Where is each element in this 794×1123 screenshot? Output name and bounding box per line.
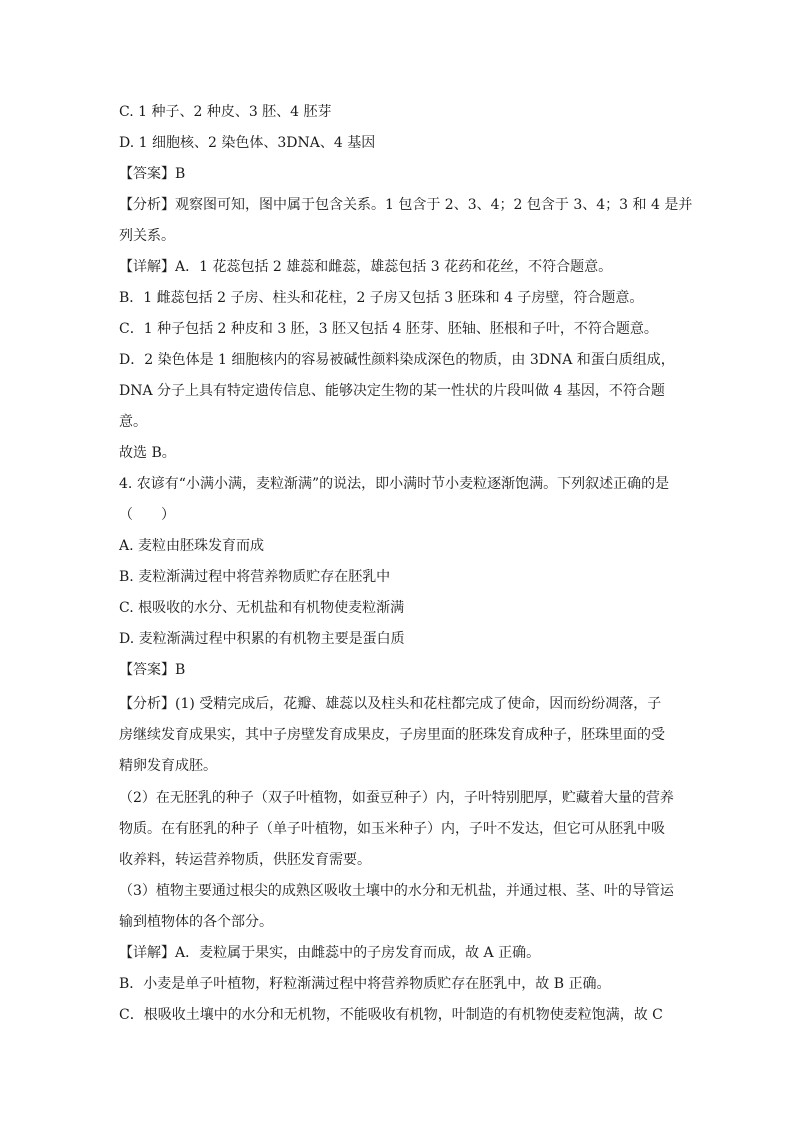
analysis-line: 列关系。 xyxy=(119,228,175,244)
option-d-line: D. 麦粒渐满过程中积累的有机物主要是蛋白质 xyxy=(119,631,405,647)
analysis-line: 收养料，转运营养物质，供胚发育需要。 xyxy=(119,852,371,868)
option-b-line: B. 麦粒渐满过程中将营养物质贮存在胚乳中 xyxy=(119,569,391,585)
explanation-line: B．小麦是单子叶植物，籽粒渐满过程中将营养物质贮存在胚乳中，故 B 正确。 xyxy=(119,976,611,992)
question-bracket: （ ） xyxy=(119,507,175,523)
explanation-line: 【详解】A．麦粒属于果实，由雌蕊中的子房发育而成，故 A 正确。 xyxy=(119,945,541,961)
explanation-line: C．1 种子包括 2 种皮和 3 胚，3 胚又包括 4 胚芽、胚轴、胚根和子叶，不符合题意。 xyxy=(119,321,658,337)
analysis-line: （2）在无胚乳的种子（双子叶植物，如蚕豆种子）内，子叶特别肥厚，贮藏着大量的营养 xyxy=(119,790,674,806)
conclusion-line: 故选 B。 xyxy=(119,445,176,461)
explanation-line: 意。 xyxy=(119,414,147,430)
option-a-line: A. 麦粒由胚珠发育而成 xyxy=(119,538,265,554)
analysis-line: 输到植物体的各个部分。 xyxy=(119,914,273,930)
option-c-line: C. 1 种子、2 种皮、3 胚、4 胚芽 xyxy=(119,104,332,120)
question-line: 4. 农谚有“小满小满，麦粒渐满”的说法，即小满时节小麦粒逐渐饱满。下列叙述正确的是 xyxy=(119,476,670,492)
analysis-line: 房继续发育成果实，其中子房壁发育成果皮，子房里面的胚珠发育成种子，胚珠里面的受 xyxy=(119,727,665,743)
analysis-line: 精卵发育成胚。 xyxy=(119,758,217,774)
answer-line: 【答案】B xyxy=(119,662,186,678)
option-d-line: D. 1 细胞核、2 染色体、3DNA、4 基因 xyxy=(119,135,376,151)
explanation-line: D．2 染色体是 1 细胞核内的容易被碱性颜料染成深色的物质，由 3DNA 和蛋白质组成， xyxy=(119,352,675,368)
analysis-line: 【分析】观察图可知，图中属于包含关系。1 包含于 2、3、4；2 包含于 3、4；3 和 4 是并 xyxy=(119,197,693,213)
explanation-line: DNA 分子上具有特定遗传信息、能够决定生物的某一性状的片段叫做 4 基因，不符合题 xyxy=(119,383,665,399)
analysis-line: 【分析】(1) 受精完成后，花瓣、雄蕊以及柱头和花柱都完成了使命，因而纷纷凋落，子 xyxy=(119,696,662,712)
explanation-line: B．1 雌蕊包括 2 子房、柱头和花柱，2 子房又包括 3 胚珠和 4 子房壁，符合题意。 xyxy=(119,290,644,306)
analysis-line: 物质。在有胚乳的种子（单子叶植物，如玉米种子）内，子叶不发达，但它可从胚乳中吸 xyxy=(119,821,665,837)
option-c-line: C. 根吸收的水分、无机盐和有机物使麦粒渐满 xyxy=(119,600,405,616)
explanation-line: 【详解】A．1 花蕊包括 2 雄蕊和雌蕊，雄蕊包括 3 花药和花丝，不符合题意。 xyxy=(119,259,613,275)
explanation-line: C．根吸收土壤中的水分和无机物，不能吸收有机物，叶制造的有机物使麦粒饱满，故 C xyxy=(119,1007,663,1023)
analysis-line: （3）植物主要通过根尖的成熟区吸收土壤中的水分和无机盐，并通过根、茎、叶的导管运 xyxy=(119,883,674,899)
answer-line: 【答案】B xyxy=(119,166,186,182)
